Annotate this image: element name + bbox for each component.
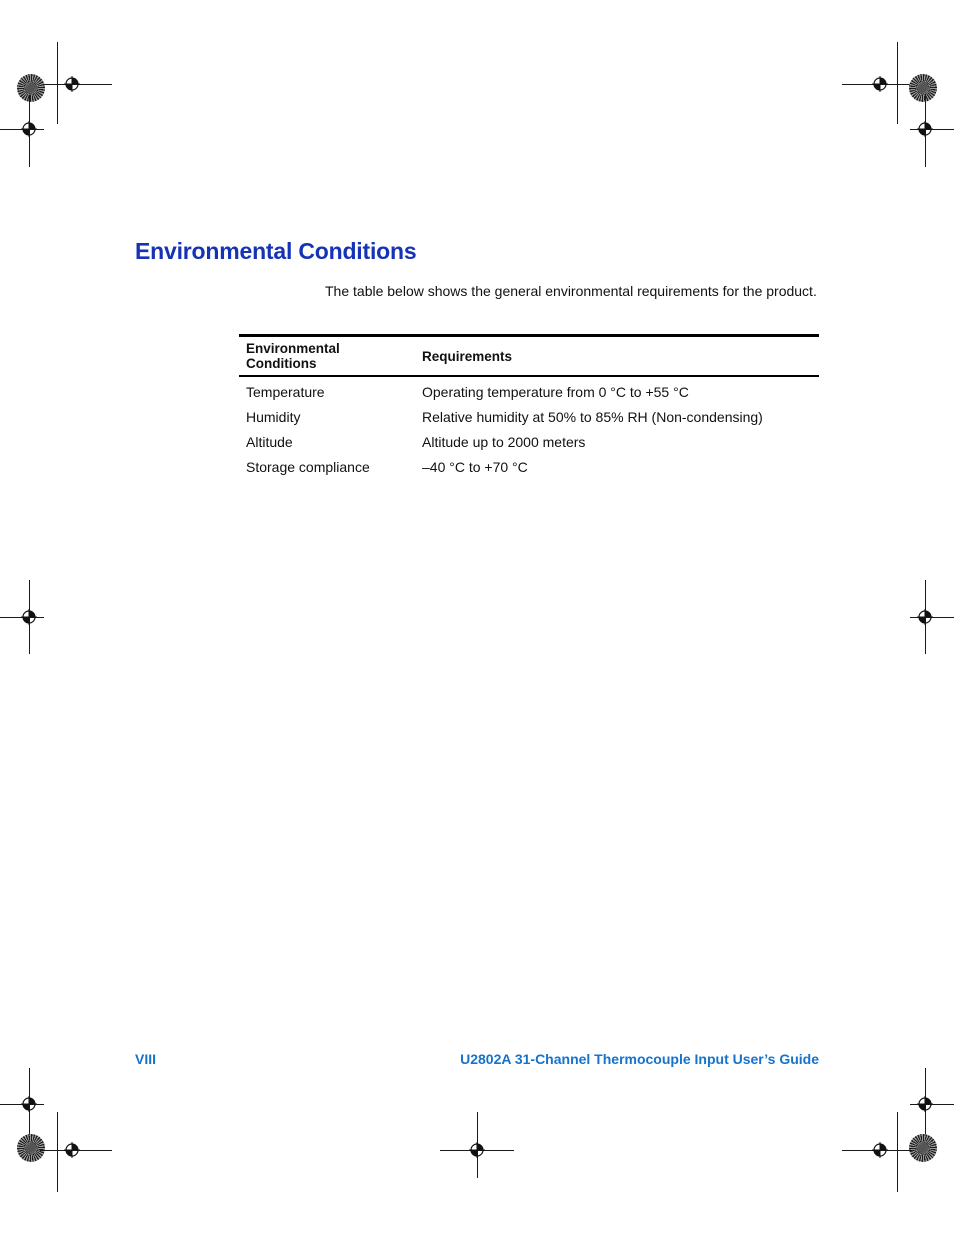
crosshair-icon — [469, 1142, 485, 1158]
page-number: VIII — [135, 1051, 157, 1067]
column-header-requirements: Requirements — [415, 336, 819, 377]
requirement-cell: Relative humidity at 50% to 85% RH (Non-condensing) — [422, 408, 763, 425]
page-title: Environmental Conditions — [135, 238, 417, 264]
crosshair-icon — [917, 121, 933, 137]
starburst-icon — [909, 1134, 937, 1162]
crosshair-icon — [21, 121, 37, 137]
intro-paragraph: The table below shows the general environmental requirements for the product. — [325, 283, 817, 299]
crosshair-icon — [917, 1096, 933, 1112]
requirement-cell: –40 °C to +70 °C — [422, 458, 528, 475]
starburst-icon — [909, 74, 937, 102]
environment-table — [239, 334, 819, 479]
crosshair-icon — [917, 609, 933, 625]
crop-line — [57, 1112, 58, 1192]
requirement-cell: Altitude up to 2000 meters — [422, 433, 586, 450]
crosshair-icon — [21, 1096, 37, 1112]
condition-cell: Humidity — [246, 408, 301, 425]
condition-cell: Temperature — [246, 383, 325, 400]
guide-title: U2802A 31-Channel Thermocouple Input User’s Guide — [460, 1051, 819, 1067]
condition-cell: Storage compliance — [246, 458, 370, 475]
crosshair-icon — [64, 1142, 80, 1158]
crop-line — [897, 42, 898, 124]
table-row — [239, 404, 819, 429]
column-header-conditions: Environmental Conditions — [239, 336, 415, 377]
table-row — [239, 429, 819, 454]
starburst-icon — [17, 74, 45, 102]
crop-line — [57, 42, 58, 124]
requirement-cell: Operating temperature from 0 °C to +55 °C — [422, 383, 689, 400]
starburst-icon — [17, 1134, 45, 1162]
table-row — [239, 454, 819, 479]
table-header-row — [239, 336, 819, 377]
crosshair-icon — [64, 76, 80, 92]
table-row — [239, 376, 819, 404]
condition-cell: Altitude — [246, 433, 293, 450]
crop-line — [897, 1112, 898, 1192]
crosshair-icon — [872, 76, 888, 92]
crosshair-icon — [872, 1142, 888, 1158]
crosshair-icon — [21, 609, 37, 625]
